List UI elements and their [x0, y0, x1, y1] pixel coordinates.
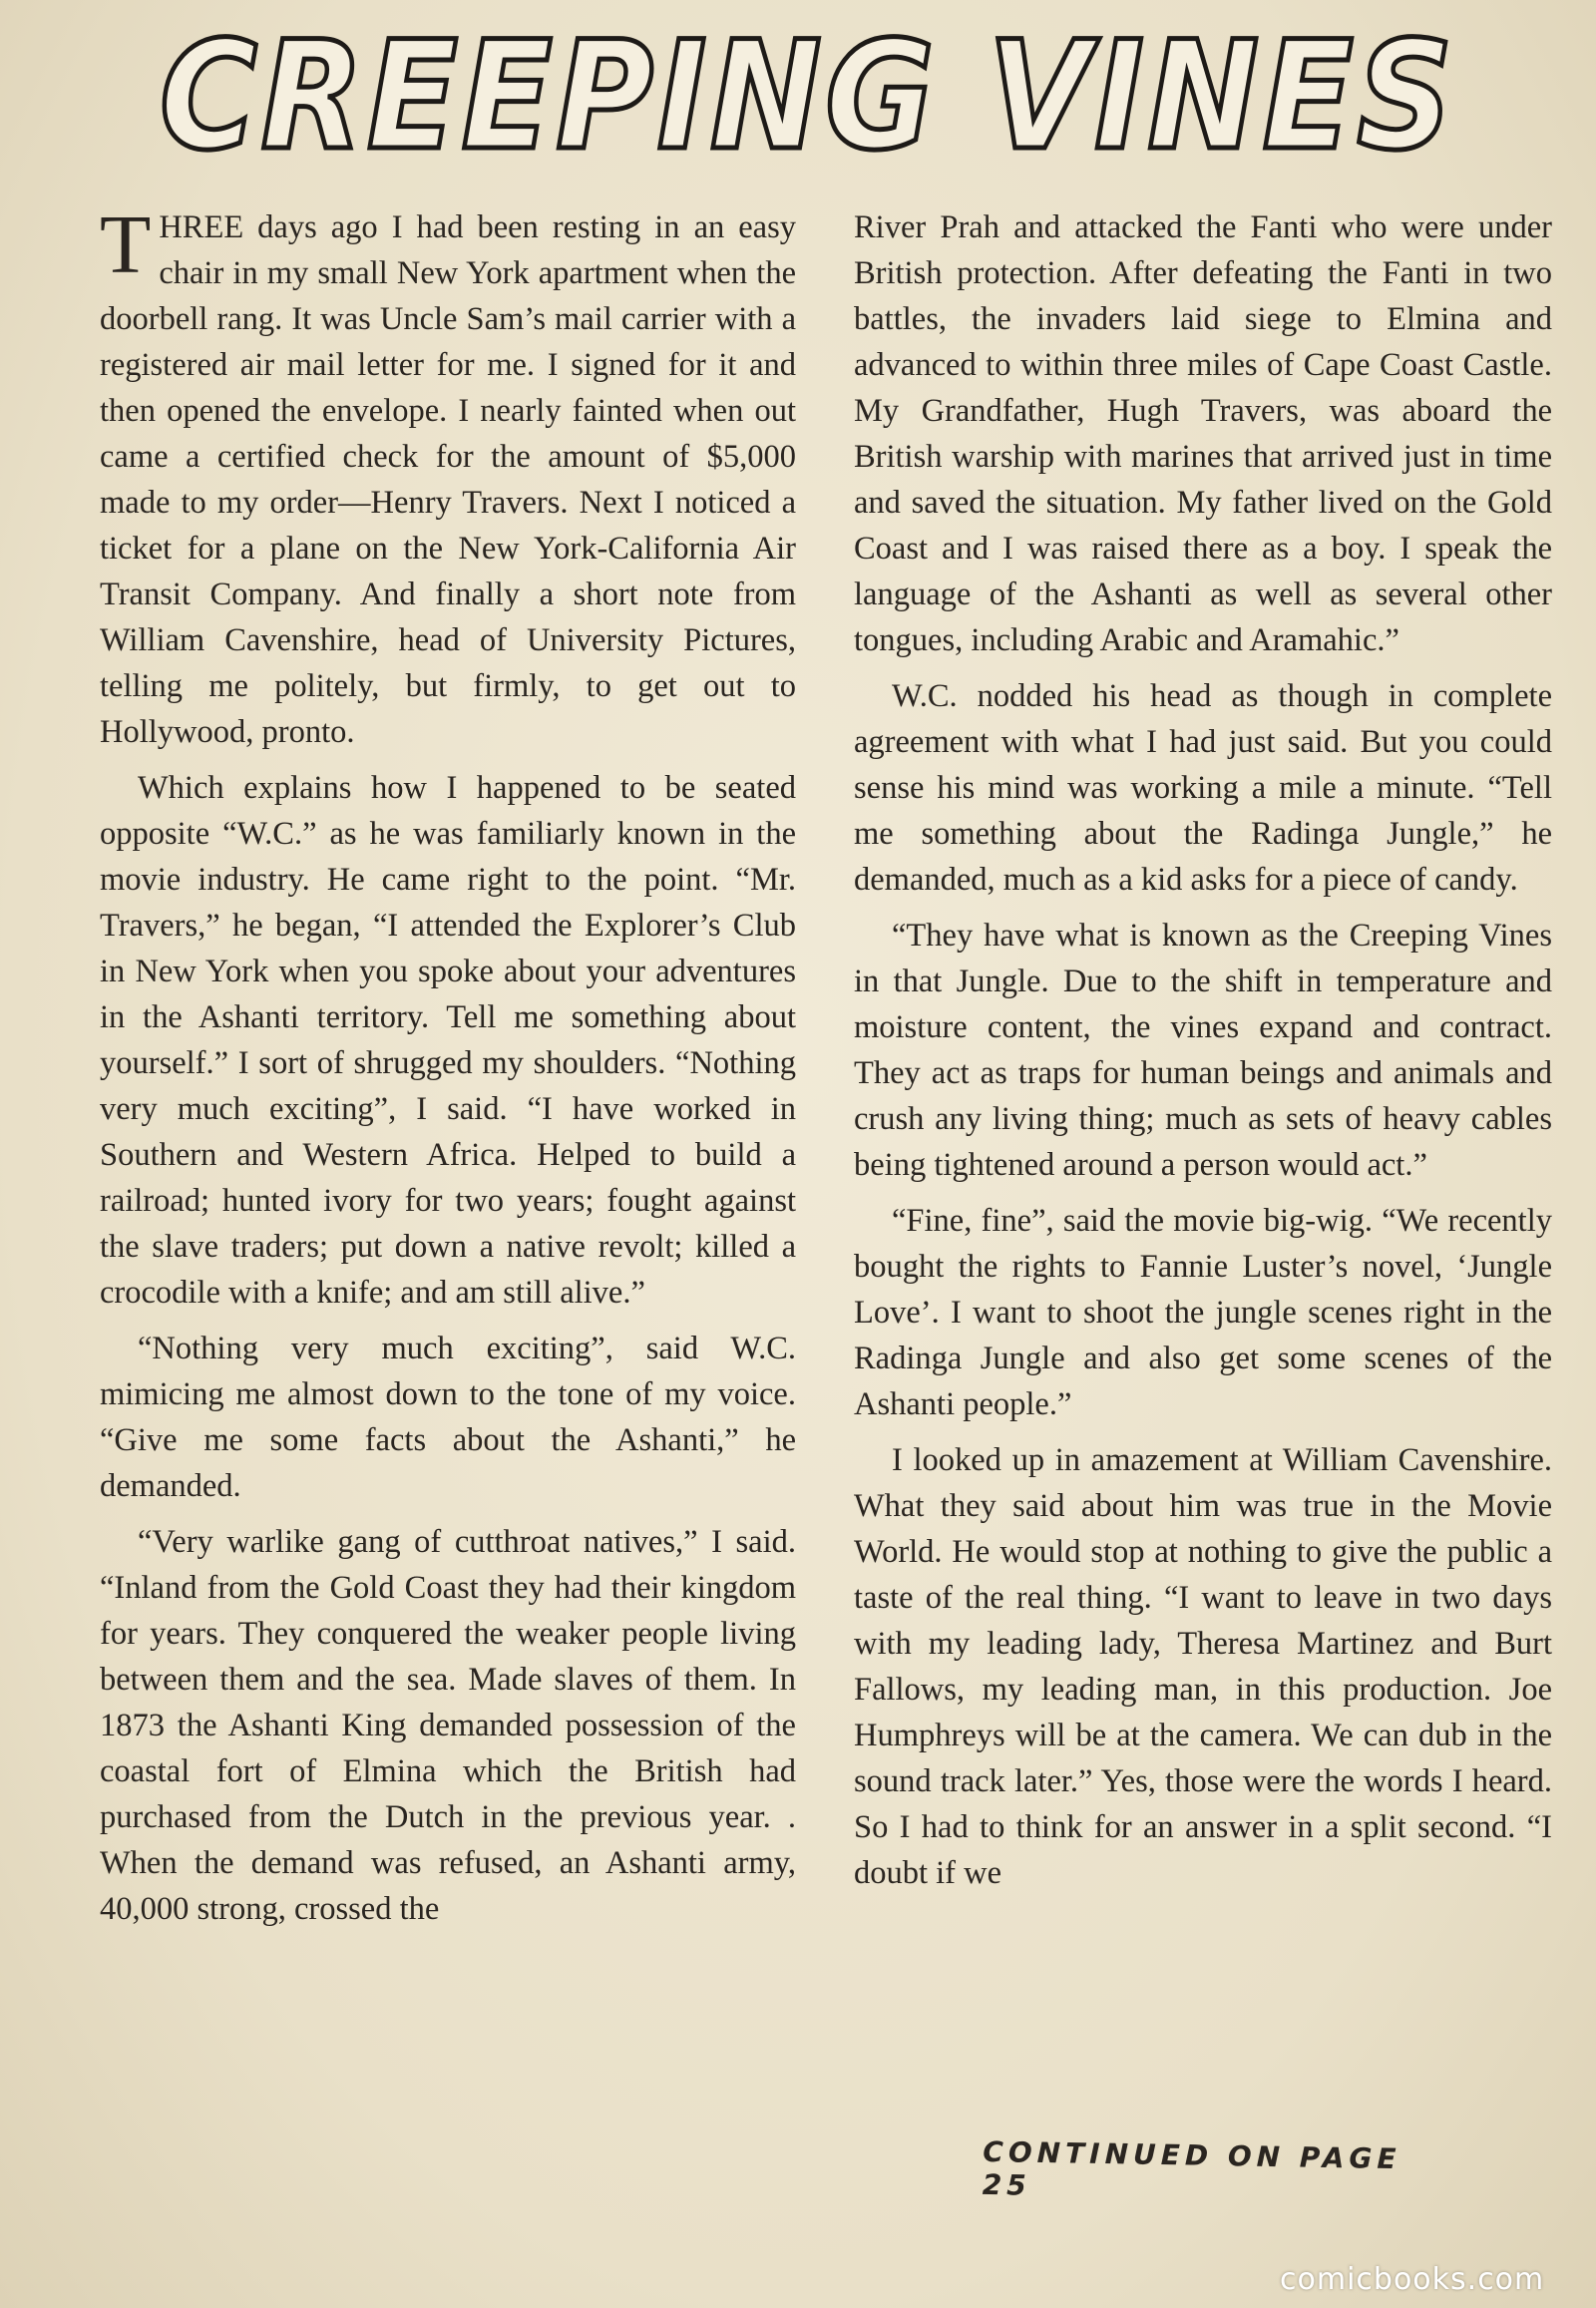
left-column [100, 198, 796, 1942]
paragraph: “Very warlike gang of cutthroat natives,” I said. “Inland from the Gold Coast they had their kingdom for years. They conquered the weaker people living between them and the sea. Made slaves of them. In 1873 the Ashanti King demanded possession of the coastal fort of Elmina which the British had purchased from the Dutch in the previous year. . When the demand was refused, an Ashanti army, 40,000 strong, crossed the [100, 1524, 796, 1927]
continued-note: CONTINUED ON PAGE 25 [982, 2134, 1401, 2202]
paragraph: “They have what is known as the Creeping Vines in that Jungle. Due to the shift in temperature and moisture content, the vines expand and contract. They act as traps for human beings and animals and crush any living thing; much as sets of heavy cables being tightened around a person would act.” [854, 918, 1552, 1183]
paragraph: W.C. nodded his head as though in complete agreement with what I had just said. But you could sense his mind was working a mile a minute. “Tell me something about the Radinga Jungle,” he demanded, much as a kid asks for a piece of candy. [854, 678, 1552, 898]
story-title [150, 10, 1466, 184]
paragraph: “Nothing very much exciting”, said W.C. mimicing me almost down to the tone of my voice. “Give me some facts about the Ashanti,” he demanded. [100, 1331, 796, 1504]
right-column [854, 204, 1552, 1906]
svg-text:CREEPING VINES: CREEPING VINES [160, 10, 1456, 184]
title-lettering [150, 10, 1466, 184]
paragraph: I looked up in amazement at William Cavenshire. What they said about him was true in the Movie World. He would stop at nothing to give the public a taste of the real thing. “I want to leave in two days with my leading lady, Theresa Martinez and Burt Fallows, my leading man, in this production. Joe Humphreys will be at the camera. We can dub in the sound track later.” Yes, those were the words I heard. So I had to think for an answer in a split second. “I doubt if we [854, 1442, 1552, 1891]
paragraph: THREE days ago I had been resting in an easy chair in my small New York apartment when the doorbell rang. It was Uncle Sam’s mail carrier with a registered air mail letter for me. I signed for it and then opened the envelope. I nearly fainted when out came a certified check for the amount of $5,000 made to my order—Henry Travers. Next I noticed a ticket for a plane on the New York-California Air Transit Company. And finally a short note from William Cavenshire, head of University Pictures, telling me politely, but firmly, to get out to Hollywood, pronto. [100, 198, 796, 750]
paragraph: River Prah and attacked the Fanti who were under British protection. After defeating the Fanti in two battles, the invaders laid siege to Elmina and advanced to within three miles of Cape Coast Castle. My Grandfather, Hugh Travers, was aboard the British warship with marines that arrived just in time and saved the situation. My father lived on the Gold Coast and I was raised there as a boy. I speak the language of the Ashanti as well as several other tongues, including Arabic and Aramahic.” [854, 209, 1552, 658]
paragraph: “Fine, fine”, said the movie big-wig. “We recently bought the rights to Fannie Luster’s novel, ‘Jungle Love’. I want to shoot the jungle scenes right in the Radinga Jungle and also get some scenes of the Ashanti people.” [854, 1203, 1552, 1422]
watermark: comicbooks.com [1280, 2262, 1545, 2297]
paragraph: Which explains how I happened to be seated opposite “W.C.” as he was familiarly known in the movie industry. He came right to the point. “Mr. Travers,” he began, “I attended the Explorer’s Club in New York when you spoke about your adventures in the Ashanti territory. Tell me something about yourself.” I sort of shrugged my shoulders. “Nothing very much exciting”, I said. “I have worked in Southern and Western Africa. Helped to build a railroad; hunted ivory for two years; fought against the slave traders; put down a native revolt; killed a crocodile with a knife; and am still alive.” [100, 770, 796, 1311]
drop-cap: T [100, 198, 152, 291]
